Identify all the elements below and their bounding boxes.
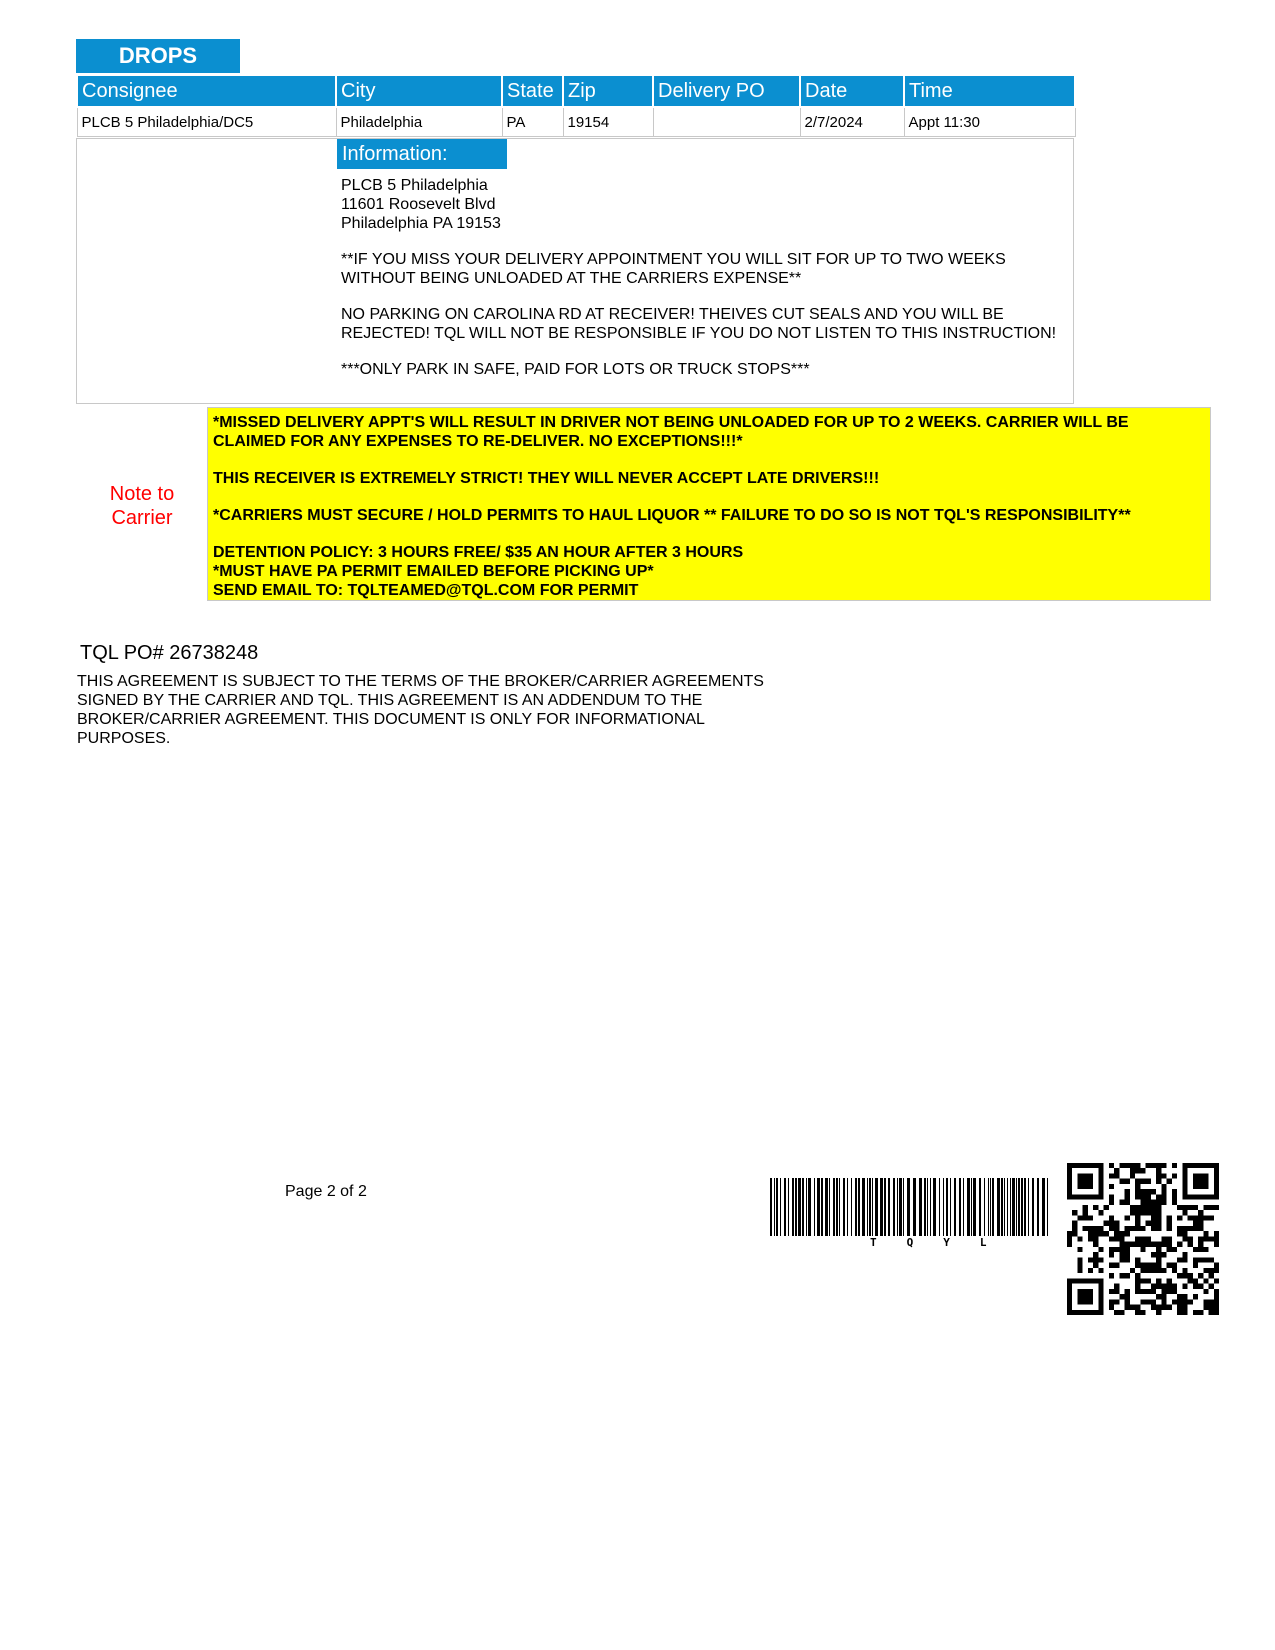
note-paragraph-1: *MISSED DELIVERY APPT'S WILL RESULT IN DRIVER NOT BEING UNLOADED FOR UP TO 2 WEEKS. CARRIER WILL BE CLAIMED FOR ANY EXPENSES TO RE-DELIVER. NO EXCEPTIONS!!!* (213, 414, 1129, 450)
information-paragraph-1: **IF YOU MISS YOUR DELIVERY APPOINTMENT YOU WILL SIT FOR UP TO TWO WEEKS WITHOUT BEING UNLOADED AT THE CARRIERS EXPENSE** (341, 251, 1006, 287)
cell-city: Philadelphia (336, 107, 502, 137)
header-zip: Zip (563, 76, 653, 107)
header-date: Date (800, 76, 904, 107)
note-to-carrier-label: Note to Carrier (109, 483, 175, 529)
note-paragraph-2: THIS RECEIVER IS EXTREMELY STRICT! THEY WILL NEVER ACCEPT LATE DRIVERS!!! (213, 470, 880, 487)
cell-date: 2/7/2024 (800, 107, 904, 137)
barcode-text: TQYL (870, 1236, 1017, 1249)
agreement-text: THIS AGREEMENT IS SUBJECT TO THE TERMS OF THE BROKER/CARRIER AGREEMENTS SIGNED BY THE CARRIER AND TQL. THIS AGREEMENT IS AN ADDENDUM TO THE BROKER/CARRIER AGREEMENT. THIS DOCUMENT IS ONLY FOR INFORMATIONAL PURPOSES. (77, 673, 764, 747)
page-number: Page 2 of 2 (285, 1183, 367, 1200)
address-line-2: 11601 Roosevelt Blvd (341, 196, 496, 213)
note-paragraph-3: *CARRIERS MUST SECURE / HOLD PERMITS TO HAUL LIQUOR ** FAILURE TO DO SO IS NOT TQL'S RESPONSIBILITY** (213, 507, 1131, 524)
drops-section-title: DROPS (76, 39, 240, 73)
note-to-carrier-box (207, 407, 1211, 601)
table-header-row (77, 76, 1075, 107)
drops-table (76, 76, 1076, 137)
cell-time: Appt 11:30 (904, 107, 1075, 137)
table-row (77, 107, 1075, 137)
information-paragraph-2: NO PARKING ON CAROLINA RD AT RECEIVER! THEIVES CUT SEALS AND YOU WILL BE REJECTED! TQL WILL NOT BE RESPONSIBLE IF YOU DO NOT LISTEN TO THIS INSTRUCTION! (341, 306, 1057, 342)
information-text (341, 176, 1061, 396)
barcode-image (770, 1178, 1052, 1236)
information-header: Information: (337, 139, 507, 169)
header-state: State (502, 76, 563, 107)
cell-zip: 19154 (563, 107, 653, 137)
header-city: City (336, 76, 502, 107)
header-time: Time (904, 76, 1075, 107)
qr-code-image (1067, 1163, 1219, 1315)
header-consignee: Consignee (77, 76, 336, 107)
address-line-3: Philadelphia PA 19153 (341, 215, 501, 232)
address-line-1: PLCB 5 Philadelphia (341, 177, 488, 194)
header-delivery-po: Delivery PO (653, 76, 800, 107)
consignee-address (341, 176, 1061, 233)
cell-delivery-po (653, 107, 800, 137)
cell-consignee: PLCB 5 Philadelphia/DC5 (77, 107, 336, 137)
information-paragraph-3: ***ONLY PARK IN SAFE, PAID FOR LOTS OR TRUCK STOPS*** (341, 361, 810, 378)
cell-state: PA (502, 107, 563, 137)
po-number: TQL PO# 26738248 (80, 642, 259, 664)
note-paragraph-4: DETENTION POLICY: 3 HOURS FREE/ $35 AN HOUR AFTER 3 HOURS *MUST HAVE PA PERMIT EMAILED BEFORE PICKING UP* SEND EMAIL TO: TQLTEAMED@TQL.COM FOR PERMIT (213, 544, 744, 599)
